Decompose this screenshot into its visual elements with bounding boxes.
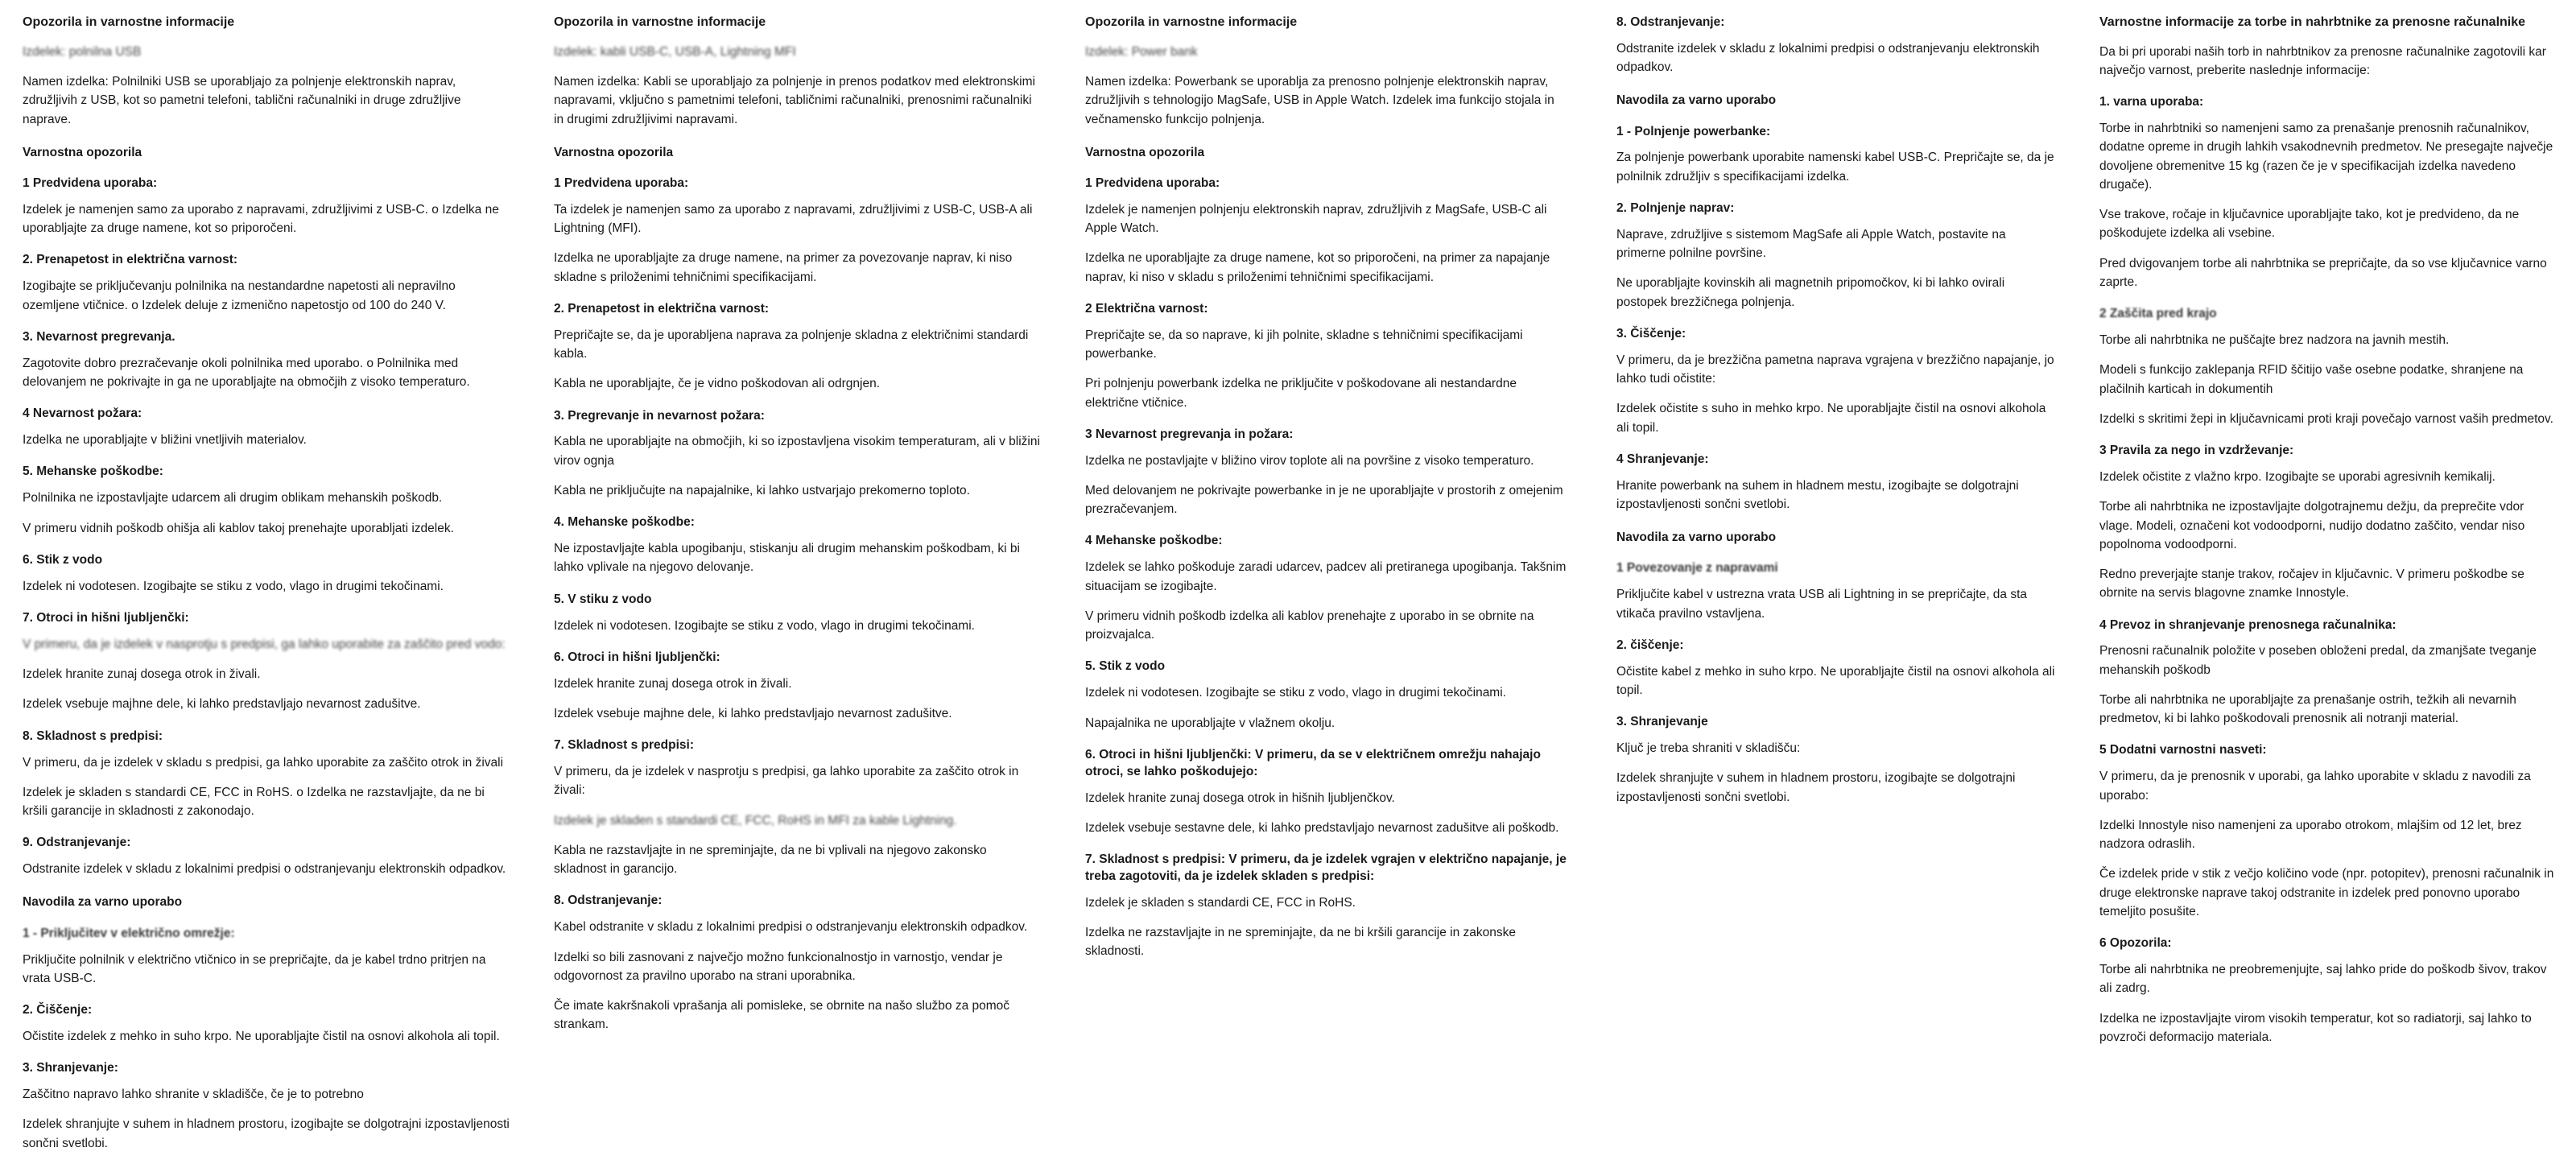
- section-title: 7. Skladnost s predpisi:: [554, 738, 694, 753]
- section-text: Redno preverjajte stanje trakov, ročajev in ključavnic. V primeru poškodbe se obrnite na servis blagovne znamke Innostyle.: [2099, 568, 2524, 601]
- guidance-text: Izdelek očistite s suho in mehko krpo. Ne uporabljajte čistil na osnovi alkohola ali topil.: [1616, 402, 2046, 435]
- section-title: 3 Nevarnost pregrevanja in požara:: [1085, 427, 1294, 441]
- guidance-title: 3. Čiščenje:: [1616, 326, 1686, 341]
- guidance-title: 4 Shranjevanje:: [1616, 452, 1709, 466]
- section-title: 1 Predvidena uporaba:: [23, 175, 158, 190]
- guidance-text: Hranite powerbank na suhem in hladnem mestu, izogibajte se dolgotrajni izpostavljenosti sončni svetlobi.: [1616, 478, 2019, 511]
- section-text: Kabla ne priključujte na napajalnike, ki lahko ustvarjajo prekomerno toploto.: [554, 483, 970, 497]
- section-title: 2. Prenapetost in električna varnost:: [23, 253, 238, 267]
- section-title: 6. Otroci in hišni ljubljenčki: V primeru, da se v električnem omrežju nahajajo otroci, se lahko poškodujejo:: [1085, 747, 1541, 778]
- guidance-text: Za polnjenje powerbank uporabite namenski kabel USB-C. Prepričajte se, da je polnilnik združljiv s specifikacijami izdelka.: [1616, 151, 2054, 184]
- section-text: Ne izpostavljajte kabla upogibanju, stiskanju ali drugim mehanskim poškodbam, ki bi lahko vplivale na njegovo delovanje.: [554, 542, 1020, 575]
- column-backpacks: [2077, 14, 2576, 1058]
- section-text: Izdelka ne razstavljajte in ne spreminjajte, da ne bi kršili garancije in zakonske skladnosti.: [1085, 926, 1517, 959]
- section-text: Izdelek vsebuje majhne dele, ki lahko predstavljajo nevarnost zadušitve.: [23, 697, 421, 712]
- section-text: V primeru, da je izdelek v skladu s predpisi, ga lahko uporabite za zaščito otrok in živali: [23, 755, 504, 770]
- section-title: 3. Nevarnost pregrevanja.: [23, 329, 175, 344]
- product-purpose: Da bi pri uporabi naših torb in nahrbtnikov za prenosne računalnike zagotovili kar največjo varnost, preberite naslednje informacije:: [2099, 44, 2546, 78]
- section-title: 1 Predvidena uporaba:: [1085, 175, 1220, 190]
- column-cables: [531, 14, 1063, 1046]
- guidance-text: Izdelek shranjujte v suhem in hladnem prostoru, izogibajte se dolgotrajni izpostavljenosti sončni svetlobi.: [1616, 771, 2016, 804]
- section-text: V primeru vidnih poškodb izdelka ali kablov prenehajte z uporabo in se obrnite na proizvajalca.: [1085, 609, 1534, 642]
- section-text: Izdelek je skladen s standardi CE, FCC in RoHS.: [1085, 895, 1356, 910]
- section-title: 5. V stiku z vodo: [554, 592, 652, 606]
- guidance-title: 3. Shranjevanje:: [23, 1061, 118, 1075]
- section-text: V primeru, da je izdelek v nasprotju s predpisi, ga lahko uporabite za zaščito pred vodo:: [23, 637, 506, 651]
- section-title: 5. Mehanske poškodbe:: [23, 464, 163, 479]
- section-text: Polnilnika ne izpostavljajte udarcem ali drugim oblikam mehanskih poškodb.: [23, 491, 443, 506]
- section-title: 7. Otroci in hišni ljubljenčki:: [23, 610, 189, 625]
- column-heading: Varnostne informacije za torbe in nahrbtnike za prenosne računalnike: [2099, 15, 2526, 29]
- section-title: 5. Stik z vodo: [1085, 659, 1166, 674]
- guidance-text: Zaščitno napravo lahko shranite v skladišče, če je to potrebno: [23, 1088, 364, 1102]
- section-text: Odstranite izdelek v skladu z lokalnimi predpisi o odstranjevanju elektronskih odpadkov.: [23, 862, 506, 877]
- section-title: 1. varna uporaba:: [2099, 95, 2204, 109]
- section-text: Pred dvigovanjem torbe ali nahrbtnika se prepričajte, da so vse ključavnice varno zaprte.: [2099, 256, 2547, 289]
- section-text: Izdelka ne uporabljajte za druge namene, na primer za povezovanje naprav, ki niso skladne s priloženimi tehničnimi specifikacijami.: [554, 251, 1013, 284]
- guidance-text: Ne uporabljajte kovinskih ali magnetnih pripomočkov, ki bi lahko ovirali postopek brezžičnega polnjenja.: [1616, 276, 2005, 309]
- guidance-title: 1 - Priključitev v električno omrežje:: [23, 926, 235, 940]
- section-text: Izdelek je namenjen polnjenju elektronskih naprav, združljivih z MagSafe, USB-C ali Apple Watch.: [1085, 202, 1547, 236]
- section-text: Izdelek je skladen s standardi CE, FCC, RoHS in MFI za kable Lightning.: [554, 813, 957, 828]
- guidance-text: Očistite izdelek z mehko in suho krpo. Ne uporabljajte čistil na osnovi alkohola ali topil.: [23, 1029, 500, 1043]
- section-text: Izdelka ne uporabljajte za druge namene, kot so priporočeni, na primer za napajanje naprav, ki niso v skladu s priloženimi tehničnimi specifikacijami.: [1085, 251, 1550, 284]
- section-text: V primeru, da je izdelek v nasprotju s predpisi, ga lahko uporabite za zaščito otrok in živali:: [554, 765, 1019, 798]
- section-text: Zagotovite dobro prezračevanje okoli polnilnika med uporabo. o Polnilnika med delovanjem ne pokrivajte in ga ne uporabljajte na območjih z visoko temperaturo.: [23, 356, 470, 389]
- section-title: 6. Otroci in hišni ljubljenčki:: [554, 650, 720, 664]
- section-title: 2. Prenapetost in električna varnost:: [554, 301, 770, 316]
- section-text: Med delovanjem ne pokrivajte powerbanke in je ne uporabljajte v prostorih z omejenim prezračevanjem.: [1085, 483, 1563, 517]
- section-title: 1 Predvidena uporaba:: [554, 175, 689, 190]
- section-text: Če izdelek pride v stik z večjo količino vode (npr. potopitev), prenosni računalnik in druge elektronske naprave takoj odstranite in izdelek pred ponovno uporabo temeljito posušite.: [2099, 867, 2554, 918]
- guidance-heading: Navodila za varno uporabo: [23, 895, 183, 910]
- section-title: 2 Električna varnost:: [1085, 301, 1208, 316]
- column-heading: Opozorila in varnostne informacije: [1085, 15, 1298, 29]
- section-title: 8. Odstranjevanje:: [554, 894, 663, 908]
- section-text: Izdelek vsebuje majhne dele, ki lahko predstavljajo nevarnost zadušitve.: [554, 706, 952, 720]
- section-text: Izdelek očistite z vlažno krpo. Izogibajte se uporabi agresivnih kemikalij.: [2099, 470, 2496, 485]
- section-text: Vse trakove, ročaje in ključavnice uporabljajte tako, kot je predvideno, da ne poškodujete izdelka ali vsebine.: [2099, 208, 2520, 241]
- section-text: Torbe ali nahrbtnika ne preobremenjujte, saj lahko pride do poškodb šivov, trakov ali zadrg.: [2099, 963, 2547, 996]
- section-text: Kabel odstranite v skladu z lokalnimi predpisi o odstranjevanju elektronskih odpadkov.: [554, 920, 1028, 935]
- column-powerbank-continued: [1594, 14, 2077, 818]
- guidance-text: Naprave, združljive s sistemom MagSafe ali Apple Watch, postavite na primerne polnilne površine.: [1616, 227, 2006, 261]
- section-text: Kabla ne uporabljajte na območjih, ki so izpostavljena visokim temperaturam, ali v bližini virov ognja: [554, 435, 1040, 468]
- product-name: Izdelek: polnilna USB: [23, 44, 142, 59]
- guidance-text: Priključite polnilnik v električno vtičnico in se prepričajte, da je kabel trdno pritrjen na vrata USB-C.: [23, 952, 486, 985]
- guidance-text: Očistite kabel z mehko in suho krpo. Ne uporabljajte čistil na osnovi alkohola ali topil.: [1616, 664, 2055, 697]
- section-text: Modeli s funkcijo zaklepanja RFID ščitijo vaše osebne podatke, shranjene na plačilnih karticah in dokumentih: [2099, 363, 2524, 396]
- section-title: 4 Nevarnost požara:: [23, 407, 142, 421]
- guidance-title: 2. Čiščenje:: [23, 1003, 93, 1017]
- guidance-text: Izdelek shranjujte v suhem in hladnem prostoru, izogibajte se dolgotrajni izpostavljenosti sončni svetlobi.: [23, 1117, 510, 1150]
- section-text: Izdelki s skritimi žepi in ključavnicami proti kraji povečajo varnost vaših predmetov.: [2099, 411, 2553, 426]
- section-title: 5 Dodatni varnostni nasveti:: [2099, 743, 2267, 757]
- section-text: Izdelka ne uporabljajte v bližini vnetljivih materialov.: [23, 433, 307, 448]
- section-title: 7. Skladnost s predpisi: V primeru, da je izdelek vgrajen v električno napajanje, je treba zagotoviti, da je izdelek skladen s predpisi:: [1085, 852, 1567, 884]
- section-text: Izdelek se lahko poškoduje zaradi udarcev, padcev ali pretiranega upogibanja. Takšnim situacijam se izogibajte.: [1085, 560, 1567, 593]
- section-text: Kabla ne razstavljajte in ne spreminjajte, da ne bi vplivali na njegovo zakonsko skladnost in garancijo.: [554, 843, 987, 877]
- section-title: 2 Zaščita pred krajo: [2099, 307, 2217, 321]
- section-text: Torbe ali nahrbtnika ne izpostavljajte dolgotrajnemu dežju, da preprečite vdor vlage. Modeli, označeni kot vodoodporni, nudijo dodatno zaščito, vendar niso popolnoma vodoodporni.: [2099, 500, 2525, 551]
- product-purpose: Namen izdelka: Polnilniki USB se uporabljajo za polnjenje elektronskih naprav, združljivih z USB, kot so pametni telefoni, tablični računalniki in druge združljive naprave.: [23, 75, 461, 126]
- column-powerbank: [1063, 14, 1594, 972]
- section-title: 3. Pregrevanje in nevarnost požara:: [554, 408, 765, 423]
- section-text: Izdelek ni vodotesen. Izogibajte se stiku z vodo, vlago in drugimi tekočinami.: [23, 579, 444, 593]
- section-text: V primeru, da je prenosnik v uporabi, ga lahko uporabite v skladu z navodili za uporabo:: [2099, 770, 2531, 803]
- section-title: 6 Opozorila:: [2099, 936, 2172, 951]
- guidance-title: 1 Povezovanje z napravami: [1616, 561, 1778, 576]
- section-text: Izdelek ni vodotesen. Izogibajte se stiku z vodo, vlago in drugimi tekočinami.: [1085, 686, 1506, 700]
- guidance-title: 2. Polnjenje naprav:: [1616, 200, 1735, 215]
- guidance-heading: Navodila za varno uporabo: [1616, 93, 1777, 108]
- section-text: Prepričajte se, da so naprave, ki jih polnite, skladne s tehničnimi specifikacijami powerbanke.: [1085, 328, 1523, 361]
- section-title: 4 Prevoz in shranjevanje prenosnega računalnika:: [2099, 617, 2396, 632]
- closing-text: Izdelki so bili zasnovani z največjo možno funkcionalnostjo in varnostjo, vendar je odgovornost za pravilno uporabo na strani uporabnika.: [554, 950, 1003, 983]
- column-heading: Opozorila in varnostne informacije: [23, 15, 235, 29]
- section-text: Odstranite izdelek v skladu z lokalnimi predpisi o odstranjevanju elektronskih odpadkov.: [1616, 41, 2040, 75]
- section-text: Napajalnika ne uporabljajte v vlažnem okolju.: [1085, 716, 1335, 730]
- section-title: 3 Pravila za nego in vzdrževanje:: [2099, 444, 2294, 458]
- section-title: 4. Mehanske poškodbe:: [554, 515, 695, 530]
- section-text: Izdelek ni vodotesen. Izogibajte se stiku z vodo, vlago in drugimi tekočinami.: [554, 618, 975, 633]
- column-usb-charger: [0, 14, 531, 1164]
- section-text: Izdelka ne izpostavljajte virom visokih temperatur, kot so radiatorji, saj lahko to povzroči deformacijo materiala.: [2099, 1011, 2532, 1044]
- section-text: Torbe ali nahrbtnika ne puščajte brez nadzora na javnih mestih.: [2099, 333, 2450, 348]
- guidance-title: 2. čiščenje:: [1616, 638, 1684, 652]
- section-text: Izdelka ne postavljajte v bližino virov toplote ali na površine z visoko temperaturo.: [1085, 453, 1534, 468]
- section-text: Izdelek vsebuje sestavne dele, ki lahko predstavljajo nevarnost zadušitve ali poškodb.: [1085, 820, 1559, 835]
- column-heading: Opozorila in varnostne informacije: [554, 15, 766, 29]
- warnings-heading: Varnostna opozorila: [554, 145, 674, 159]
- product-name: Izdelek: Power bank: [1085, 44, 1198, 59]
- warnings-heading: Varnostna opozorila: [1085, 145, 1205, 159]
- section-text: Prenosni računalnik položite v poseben obloženi predal, da zmanjšate tveganje mehanskih poškodb: [2099, 644, 2537, 677]
- section-text: Prepričajte se, da je uporabljena naprava za polnjenje skladna z električnimi standardi kabla.: [554, 328, 1029, 361]
- guidance-text: Priključite kabel v ustrezna vrata USB ali Lightning in se prepričajte, da sta vtikača pravilno vstavljena.: [1616, 588, 2028, 621]
- guidance-text: V primeru, da je brezžična pametna naprava vgrajena v brezžično napajanje, jo lahko tudi očistite:: [1616, 353, 2054, 386]
- product-name: Izdelek: kabli USB-C, USB-A, Lightning MFI: [554, 44, 796, 59]
- section-text: Pri polnjenju powerbank izdelka ne priključite v poškodovane ali nestandardne električne vtičnice.: [1085, 377, 1517, 410]
- section-title: 8. Odstranjevanje:: [1616, 15, 1725, 29]
- section-text: Izdelek hranite zunaj dosega otrok in hišnih ljubljenčkov.: [1085, 790, 1395, 805]
- section-text: Torbe in nahrbtniki so namenjeni samo za prenašanje prenosnih računalnikov, dodatne opreme in drugih lahkih vsakodnevnih predmetov. Ne presegajte največje dovoljene obremenitve 15 kg (razen če je v specifikacijah izdelka navedeno drugače).: [2099, 122, 2553, 192]
- guidance-text: Ključ je treba shraniti v skladišču:: [1616, 741, 1801, 756]
- section-text: Torbe ali nahrbtnika ne uporabljajte za prenašanje ostrih, težkih ali nevarnih predmetov, ki bi lahko poškodovali prenosnik ali notranji material.: [2099, 692, 2516, 726]
- section-title: 4 Mehanske poškodbe:: [1085, 534, 1223, 548]
- section-text: Izdelek je namenjen samo za uporabo z napravami, združljivimi z USB-C. o Izdelka ne uporabljajte za druge namene, kot so priporočeni.: [23, 202, 499, 236]
- section-text: Izdelek hranite zunaj dosega otrok in živali.: [554, 676, 792, 691]
- product-purpose: Namen izdelka: Kabli se uporabljajo za polnjenje in prenos podatkov med elektronskimi napravami, vključno s pametnimi telefoni, tabličnimi računalniki, prenosnimi računalniki in drugimi združljivimi napravami.: [554, 75, 1035, 126]
- guidance-title: 1 - Polnjenje powerbanke:: [1616, 124, 1771, 138]
- warnings-heading: Varnostna opozorila: [23, 145, 142, 159]
- section-text: Izdelek hranite zunaj dosega otrok in živali.: [23, 667, 261, 682]
- guidance-heading-secondary: Navodila za varno uporabo: [1616, 530, 1777, 545]
- section-title: 9. Odstranjevanje:: [23, 836, 131, 850]
- closing-text: Če imate kakršnakoli vprašanja ali pomisleke, se obrnite na našo službo za pomoč strankam.: [554, 999, 1010, 1032]
- section-title: 8. Skladnost s predpisi:: [23, 729, 163, 743]
- guidance-title: 3. Shranjevanje: [1616, 715, 1708, 729]
- product-purpose: Namen izdelka: Powerbank se uporablja za prenosno polnjenje elektronskih naprav, združljivih s tehnologijo MagSafe, USB in Apple Watch. Izdelek ima funkcijo stojala in večnamensko funkcijo polnjenja.: [1085, 75, 1554, 126]
- section-text: Izdelki Innostyle niso namenjeni za uporabo otrokom, mlajšim od 12 let, brez nadzora odraslih.: [2099, 818, 2522, 852]
- section-text: Izdelek je skladen s standardi CE, FCC in RoHS. o Izdelka ne razstavljajte, da ne bi kršili garancije in skladnosti z zakonodajo.: [23, 785, 485, 819]
- section-text: Izogibajte se priključevanju polnilnika na nestandardne napetosti ali nepravilno ozemljene vtičnice. o Izdelek deluje z izmenično napetostjo od 100 do 240 V.: [23, 279, 456, 312]
- section-text: Ta izdelek je namenjen samo za uporabo z napravami, združljivimi z USB-C, USB-A ali Lightning (MFI).: [554, 202, 1033, 236]
- section-text: V primeru vidnih poškodb ohišja ali kablov takoj prenehajte uporabljati izdelek.: [23, 521, 454, 535]
- section-text: Kabla ne uporabljajte, če je vidno poškodovan ali odrgnjen.: [554, 377, 881, 391]
- section-title: 6. Stik z vodo: [23, 552, 103, 567]
